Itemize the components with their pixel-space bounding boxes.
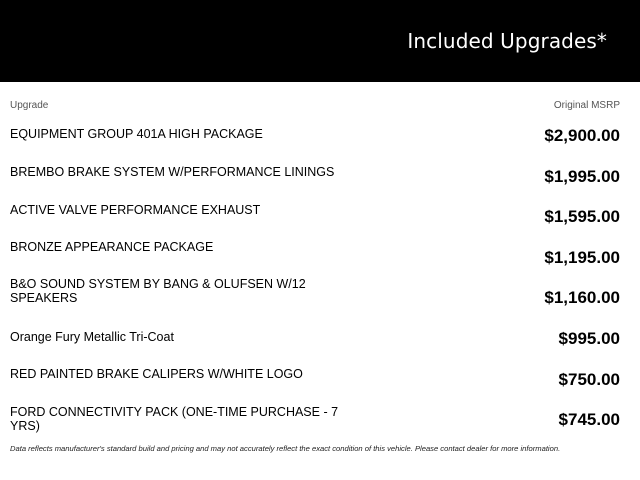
upgrade-price: $995.00 — [558, 329, 620, 348]
upgrade-price: $745.00 — [558, 410, 620, 429]
upgrade-name: B&O SOUND SYSTEM BY BANG & OLUFSEN W/12 SPEAKERS — [10, 277, 306, 305]
disclaimer-footnote: Data reflects manufacturer's standard build and pricing and may not accurately reflect the exact condition of this vehicle. Please contact dealer for more information. — [10, 444, 561, 453]
upgrade-price: $1,160.00 — [544, 288, 620, 307]
upgrade-name: Orange Fury Metallic Tri-Coat — [10, 330, 174, 344]
upgrade-price: $1,195.00 — [544, 248, 620, 267]
upgrade-name: RED PAINTED BRAKE CALIPERS W/WHITE LOGO — [10, 367, 303, 381]
upgrade-name: BREMBO BRAKE SYSTEM W/PERFORMANCE LININGS — [10, 165, 335, 179]
upgrade-name: BRONZE APPEARANCE PACKAGE — [10, 240, 214, 254]
upgrade-price: $1,995.00 — [544, 167, 620, 186]
column-header-msrp: Original MSRP — [553, 100, 620, 111]
upgrade-price: $1,595.00 — [544, 207, 620, 226]
upgrade-name: EQUIPMENT GROUP 401A HIGH PACKAGE — [10, 127, 263, 141]
upgrade-name: FORD CONNECTIVITY PACK (ONE-TIME PURCHASE - 7 YRS) — [10, 405, 339, 433]
upgrade-name: ACTIVE VALVE PERFORMANCE EXHAUST — [10, 203, 261, 217]
column-header-upgrade: Upgrade — [10, 100, 49, 111]
header-banner — [0, 0, 640, 82]
page-title: Included Upgrades* — [407, 29, 607, 53]
upgrade-price: $750.00 — [558, 370, 620, 389]
upgrade-price: $2,900.00 — [544, 126, 620, 145]
